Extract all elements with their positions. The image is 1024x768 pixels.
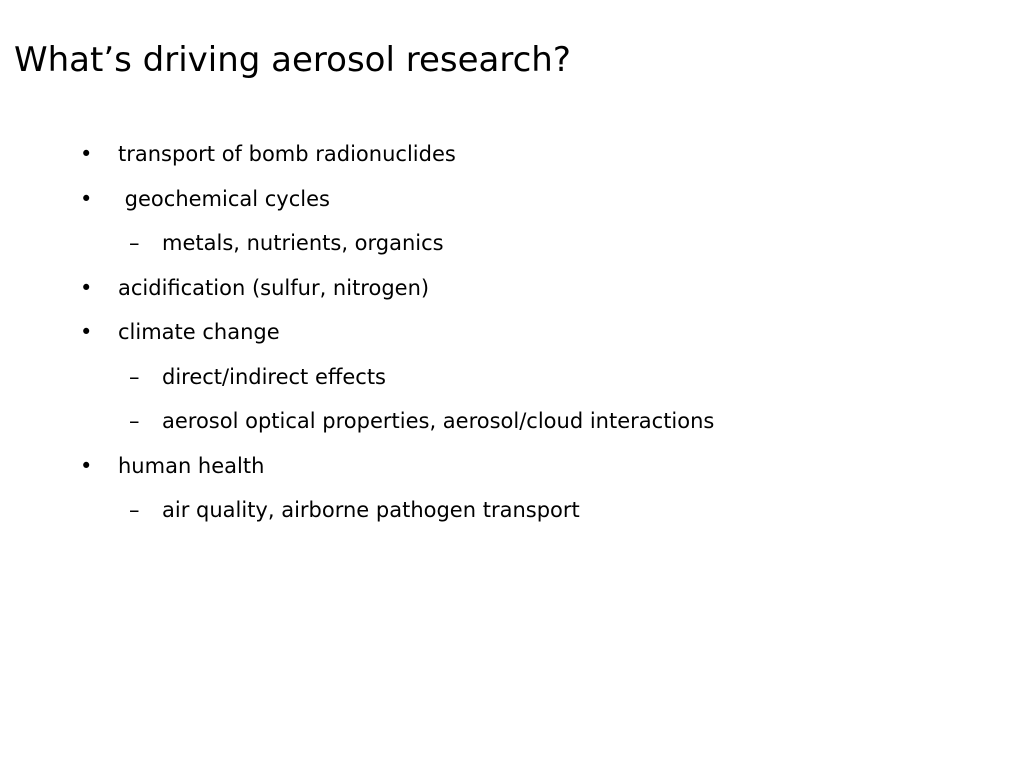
bullet-text: acidification (sulfur, nitrogen) [118,275,430,300]
bullet-text: geochemical cycles [118,186,330,211]
bullet-text: climate change [118,320,280,344]
bullet-item [0,316,1024,361]
sub-bullet-text: air quality, airborne pathogen transport [162,498,580,522]
sub-bullet-item [0,405,1024,450]
sub-bullet-marker: – [129,498,140,522]
sub-bullet-item [0,494,1024,539]
bullet-marker: • [80,320,93,344]
sub-bullet-item [0,361,1024,406]
bullet-list [0,138,1024,539]
bullet-marker: • [80,453,93,478]
sub-bullet-marker: – [129,409,140,433]
bullet-marker: • [80,142,93,166]
bullet-text: human health [118,453,265,478]
sub-bullet-item [0,227,1024,272]
bullet-marker: • [80,275,93,300]
sub-bullet-text: aerosol optical properties, aerosol/cloud interactions [162,409,715,433]
bullet-item [0,450,1024,495]
sub-bullet-marker: – [129,364,140,389]
sub-bullet-text: direct/indirect effects [162,364,386,389]
sub-bullet-text: metals, nutrients, organics [162,231,444,255]
sub-bullet-marker: – [129,231,140,255]
bullet-item [0,138,1024,183]
bullet-item [0,272,1024,317]
bullet-item [0,183,1024,228]
bullet-text: transport of bomb radionuclides [118,142,456,166]
slide-title: What’s driving aerosol research? [14,40,571,80]
bullet-marker: • [80,186,93,211]
